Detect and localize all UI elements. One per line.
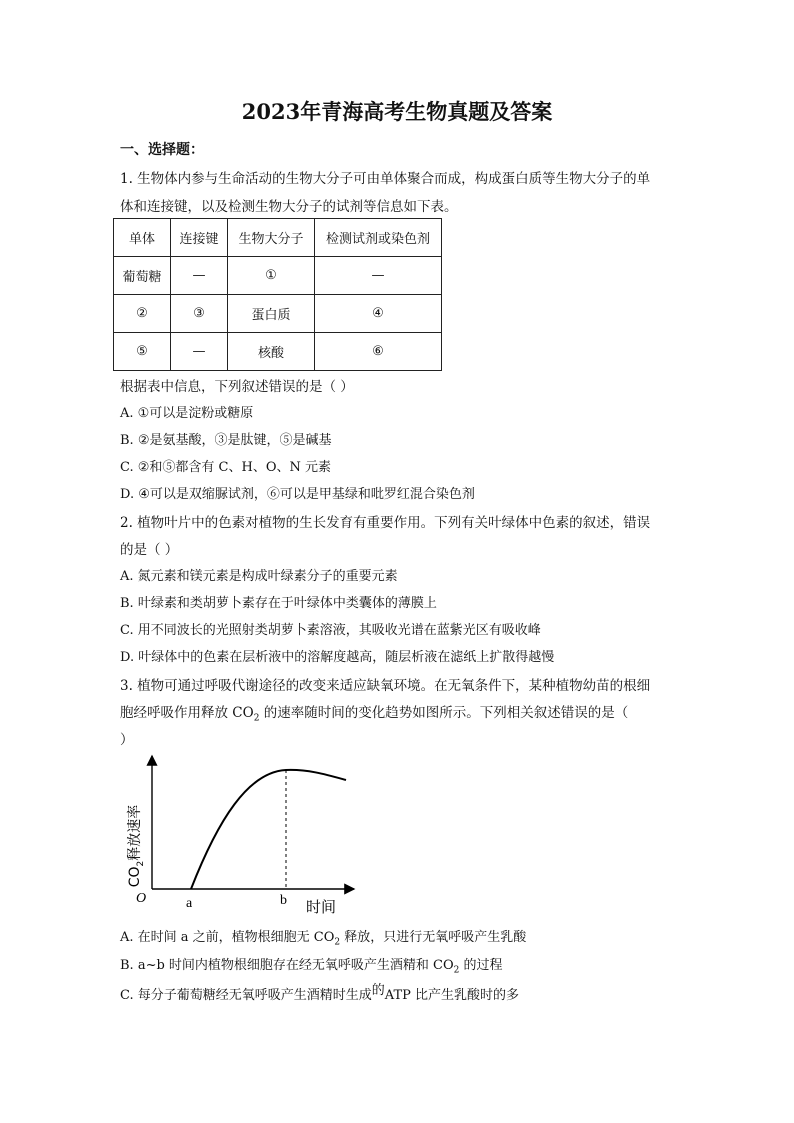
table-row bbox=[114, 295, 442, 333]
table-cell: — bbox=[315, 257, 442, 295]
table-cell: — bbox=[171, 257, 228, 295]
q1-table bbox=[113, 218, 442, 371]
table-row bbox=[114, 333, 442, 371]
table-row bbox=[114, 257, 442, 295]
b-tick-label: b bbox=[280, 893, 287, 908]
q3-b-post: 的过程 bbox=[459, 958, 503, 973]
table-cell: 蛋白质 bbox=[228, 295, 315, 333]
q3-a-post: 释放，只进行无氧呼吸产生乳酸 bbox=[340, 930, 527, 945]
q3-a-sub: 2 bbox=[334, 937, 341, 948]
q1-option-b: B. ②是氨基酸，③是肽键，⑤是碱基 bbox=[120, 433, 332, 448]
q2-option-d: D. 叶绿体中的色素在层析液中的溶解度越高，随层析液在滤纸上扩散得越慢 bbox=[120, 650, 555, 665]
q3-line2-post: 的速率随时间的变化趋势如图所示。下列相关叙述错误的是（ bbox=[259, 705, 629, 721]
q1-line2: 体和连接键，以及检测生物大分子的试剂等信息如下表。 bbox=[120, 199, 458, 215]
q3-a-pre: A. 在时间 a 之前，植物根细胞无 CO bbox=[120, 930, 335, 945]
q3-line2 bbox=[120, 701, 628, 724]
q3-option-c bbox=[120, 984, 519, 1003]
q3-line3: ） bbox=[120, 732, 134, 748]
q1-stem: 根据表中信息，下列叙述错误的是（ ） bbox=[120, 379, 354, 395]
table-cell: 核酸 bbox=[228, 333, 315, 371]
q1-option-c: C. ②和⑤都含有 C、H、O、N 元素 bbox=[120, 460, 331, 475]
y-label-sub: 2 bbox=[136, 860, 146, 867]
q3-b-pre: B. a~b 时间内植物根细胞存在经无氧呼吸产生酒精和 CO bbox=[120, 958, 454, 973]
section-heading: 一、选择题： bbox=[120, 142, 204, 158]
table-cell: ④ bbox=[315, 295, 442, 333]
table-header-cell: 连接键 bbox=[171, 219, 228, 257]
q3-line2-pre: 胞经呼吸作用释放 CO bbox=[120, 705, 254, 721]
table-header-cell: 检测试剂或染色剂 bbox=[315, 219, 442, 257]
y-label-pre: CO bbox=[127, 866, 143, 888]
q2-line2: 的是（ ） bbox=[120, 542, 179, 558]
table-cell: ③ bbox=[171, 295, 228, 333]
table-header-row bbox=[114, 219, 442, 257]
q2-option-a: A. 氮元素和镁元素是构成叶绿素分子的重要元素 bbox=[120, 569, 398, 584]
rate-curve bbox=[191, 770, 346, 889]
q3-option-b bbox=[120, 954, 503, 976]
table-cell: — bbox=[171, 333, 228, 371]
q3-line2-sub: 2 bbox=[253, 713, 260, 724]
q2-line1: 2. 植物叶片中的色素对植物的生长发育有重要作用。下列有关叶绿体中色素的叙述，错误 bbox=[120, 515, 651, 531]
respiration-figure bbox=[118, 750, 368, 920]
q3-c-pre: C. 每分子葡萄糖经无氧呼吸产生酒精时生成 bbox=[120, 988, 372, 1003]
y-axis-label bbox=[126, 805, 146, 888]
q3-line1: 3. 植物可通过呼吸代谢途径的改变来适应缺氧环境。在无氧条件下，某种植物幼苗的根细 bbox=[120, 678, 651, 694]
q2-option-b: B. 叶绿素和类胡萝卜素存在于叶绿体中类囊体的薄膜上 bbox=[120, 596, 437, 611]
q3-c-de: 的 bbox=[371, 983, 385, 998]
table-cell: ⑥ bbox=[315, 333, 442, 371]
q2-option-c: C. 用不同波长的光照射类胡萝卜素溶液，其吸收光谱在蓝紫光区有吸收峰 bbox=[120, 623, 541, 638]
q3-b-sub: 2 bbox=[453, 965, 460, 976]
q3-c-post: ATP 比产生乳酸时的多 bbox=[384, 988, 519, 1003]
x-axis-label: 时间 bbox=[306, 898, 337, 916]
table-cell: ② bbox=[114, 295, 171, 333]
table-cell: ① bbox=[228, 257, 315, 295]
page-title: 2023年青海高考生物真题及答案 bbox=[241, 99, 553, 124]
q1-option-d: D. ④可以是双缩脲试剂，⑥可以是甲基绿和吡罗红混合染色剂 bbox=[120, 487, 475, 502]
q1-line1: 1. 生物体内参与生命活动的生物大分子可由单体聚合而成，构成蛋白质等生物大分子的单 bbox=[120, 171, 651, 187]
table-header-cell: 单体 bbox=[114, 219, 171, 257]
q3-option-a bbox=[120, 926, 526, 948]
table-header-cell: 生物大分子 bbox=[228, 219, 315, 257]
table-cell: 葡萄糖 bbox=[114, 257, 171, 295]
q1-option-a: A. ①可以是淀粉或糖原 bbox=[120, 406, 254, 421]
origin-label: O bbox=[136, 891, 147, 906]
a-tick-label: a bbox=[186, 896, 193, 911]
table-cell: ⑤ bbox=[114, 333, 171, 371]
y-label-post: 释放速率 bbox=[127, 804, 143, 861]
